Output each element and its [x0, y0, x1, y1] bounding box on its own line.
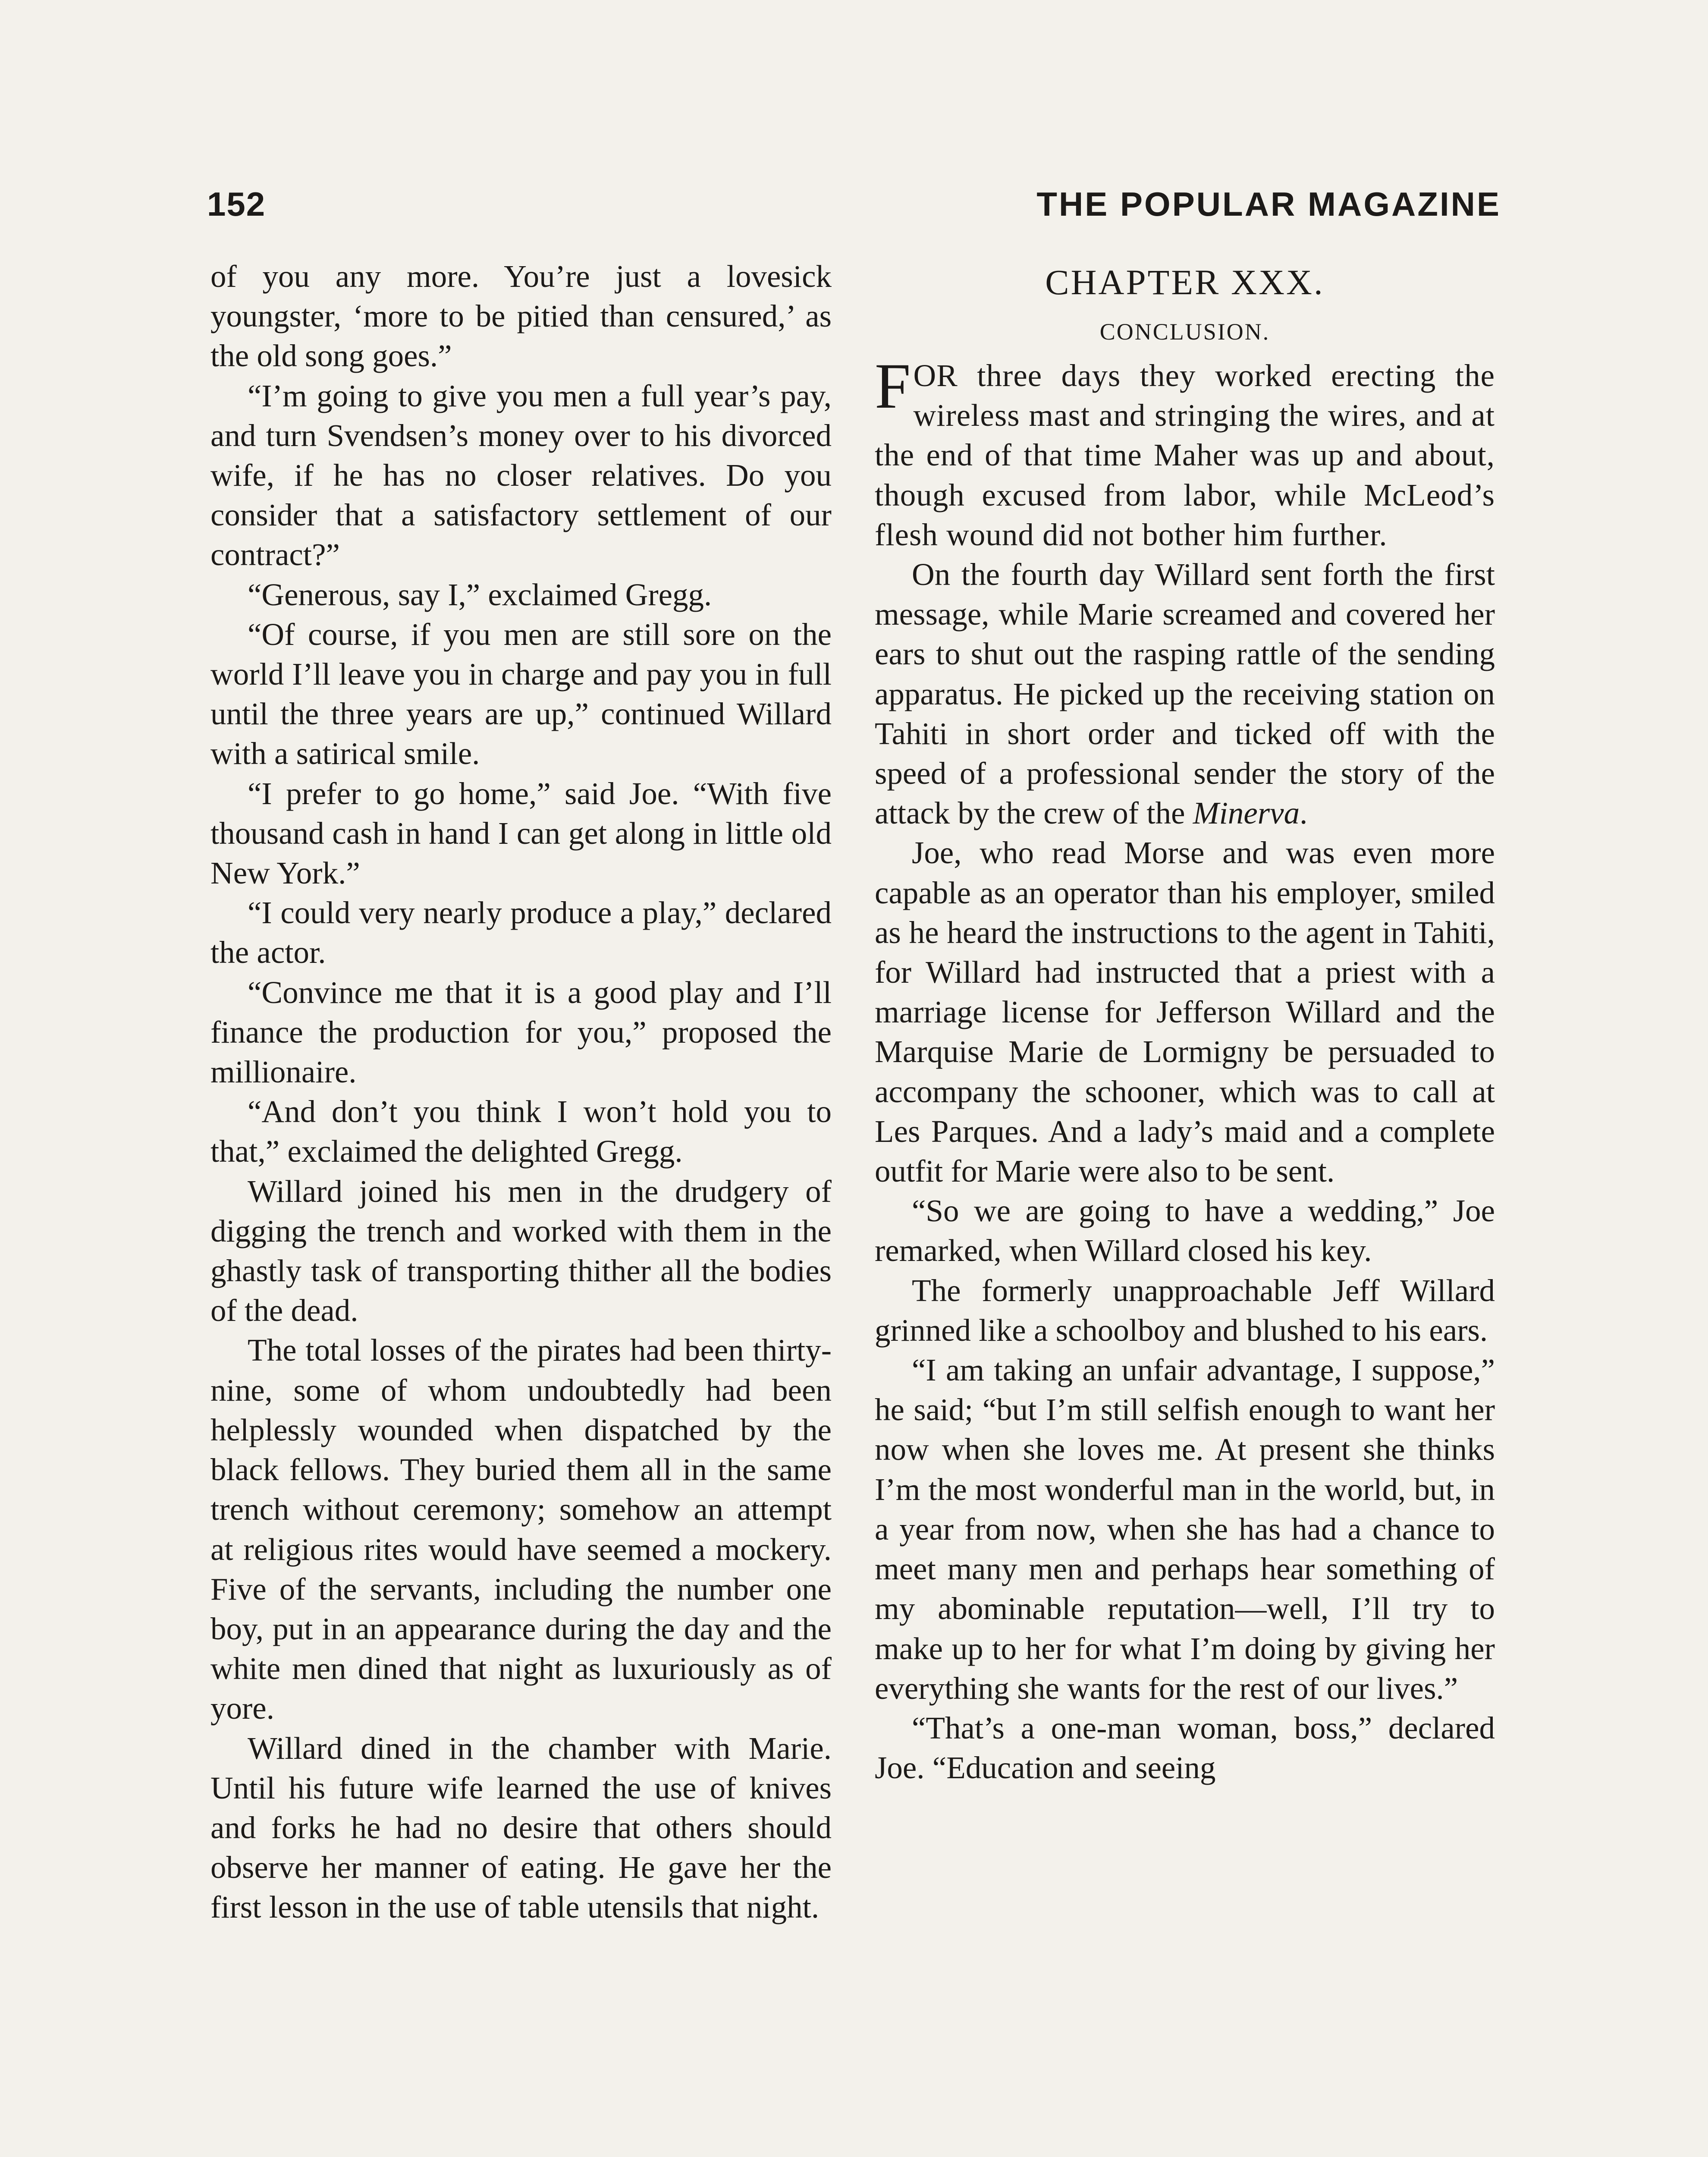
paragraph: Willard joined his men in the drudgery of digging the trench and worked with them in the ghastly task of transporting thither all the bodies of the dead. — [210, 1173, 832, 1328]
chapter-subtitle: CONCLUSION. — [1099, 319, 1270, 345]
paragraph: “That’s a one-man woman, boss,” declared Joe. “Education and seeing — [875, 1710, 1495, 1786]
paragraph: “And don’t you think I won’t hold you to that,” exclaimed the delighted Gregg. — [210, 1094, 832, 1169]
paragraph: The total losses of the pirates had been thirty-nine, some of whom undoubtedly had been helplessly wounded when dispatched by the black fellows. They buried them all in the same trench without ceremony; somehow an attempt at religious rites would have seemed a mockery. Five of the servants, including the number one boy, put in an appearance during the day and the white men dined that night as luxuriously as of yore. — [210, 1333, 832, 1726]
paragraph: “I could very nearly produce a play,” declared the actor. — [210, 895, 832, 970]
running-title: THE POPULAR MAGAZINE — [1036, 185, 1501, 223]
paragraph: “So we are going to have a wedding,” Joe remarked, when Willard closed his key. — [875, 1193, 1495, 1268]
ship-name: Minerva — [1193, 796, 1300, 831]
opening-paragraph-text: OR three days they worked erecting the wireless mast and stringing the wires, and at the end of that time Maher was up and about, though excused from labor, while McLeod’s flesh wound did not bother him further. — [875, 358, 1495, 552]
paragraph: “Convince me that it is a good play and I’ll finance the production for you,” proposed the millionaire. — [210, 975, 832, 1090]
paragraph — [875, 555, 1495, 833]
paragraph: “Generous, say I,” exclaimed Gregg. — [248, 577, 712, 612]
paragraph-text-end: . — [1300, 796, 1308, 831]
paragraph: The formerly unapproachable Jeff Willard grinned like a schoolboy and blushed to his ears. — [875, 1273, 1495, 1348]
page-header — [207, 185, 1501, 232]
paragraph: “Of course, if you men are still sore on the world I’ll leave you in charge and pay you in full until the three years are up,” continued Willard with a satirical smile. — [210, 616, 832, 771]
paragraph: “I’m going to give you men a full year’s pay, and turn Svendsen’s money over to his divorced wife, if he has no closer relatives. Do you consider that a satisfactory settlement of our contract?” — [210, 378, 832, 572]
right-column — [875, 257, 1495, 1788]
paragraph: Joe, who read Morse and was even more capable as an operator than his employer, smiled as he heard the instructions to the agent in Tahiti, for Willard had instructed that a priest with a marriage license for Jefferson Willard and the Marquise Marie de Lormigny be persuaded to accompany the schooner, which was to call at Les Parques. And a lady’s maid and a complete outfit for Marie were also to be sent. — [875, 835, 1495, 1189]
left-column — [210, 257, 832, 1927]
chapter-title: CHAPTER XXX. — [1045, 262, 1325, 302]
paragraph: “I prefer to go home,” said Joe. “With five thousand cash in hand I can get along in little old New York.” — [210, 776, 832, 891]
paragraph: Willard dined in the chamber with Marie. Until his future wife learned the use of knives and forks he had no desire that others should observe her manner of eating. He gave her the first lesson in the use of table utensils that night. — [210, 1730, 832, 1925]
paragraph: “I am taking an unfair advantage, I suppose,” he said; “but I’m still selfish enough to want her now when she loves me. At present she thinks I’m the most wonderful man in the world, but, in a year from now, when she has had a chance to meet many men and perhaps hear something of my abominable reputation—well, I’ll try to make up to her for what I’m doing by giving her everything she wants for the rest of our lives.” — [875, 1352, 1495, 1706]
opening-paragraph — [875, 350, 1495, 555]
paragraph-text: On the fourth day Willard sent forth the first message, while Marie screamed and covered her ears to shut out the rasping rattle of the sending apparatus. He picked up the receiving station on Tahiti in short order and ticked off with the speed of a professional sender the story of the attack by the crew of the — [875, 557, 1495, 831]
page-number: 152 — [207, 185, 266, 223]
paragraph: of you any more. You’re just a lovesick youngster, ‘more to be pitied than censured,’ as the old song goes.” — [210, 259, 832, 374]
drop-cap: F — [875, 350, 911, 422]
